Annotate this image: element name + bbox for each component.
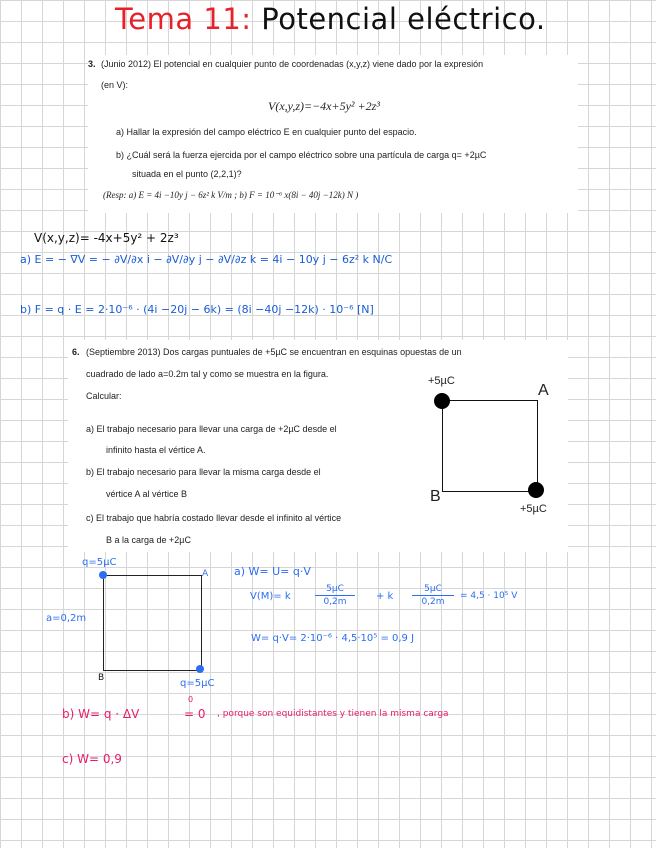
problem-6-statement-line2: cuadrado de lado a=0.2m tal y como se muestra en la figura.	[86, 369, 329, 379]
hand-square	[103, 575, 202, 671]
hand-potential-result: = 4,5 · 10⁵ V	[460, 591, 518, 601]
hand-plus-k: + k	[376, 591, 394, 602]
hand-fraction-1	[315, 584, 355, 607]
hand-part-c: c) W= 0,9	[62, 752, 122, 766]
hand-work-result: W= q·V= 2·10⁻⁶ · 4,5·10⁵ = 0,9 J	[251, 633, 415, 644]
hand-part-b-zero: 0	[188, 695, 194, 704]
problem-3-answers: (Resp: a) E = 4i −10y j − 6z² k V/m ; b) F = 10⁻⁶ x(8i − 40j −12k) N )	[103, 190, 359, 200]
problem-3-question-b-line2: situada en el punto (2,2,1)?	[132, 169, 242, 179]
problem-6-question-b-line2: vértice A al vértice B	[106, 489, 188, 499]
printed-square	[442, 400, 538, 492]
title-topic-number: Tema 11:	[115, 2, 252, 36]
hand-fraction-2-denominator: 0,2m	[421, 597, 445, 607]
hand-part-b-equals: = 0	[184, 707, 206, 721]
hand-force-solution: b) F = q · E = 2·10⁻⁶ · (4i −20j − 6k) = (8i −40j −12k) · 10⁻⁶ [N]	[20, 303, 374, 316]
problem-6-question-c-line2: B a la carga de +2µC	[106, 535, 191, 545]
hand-charge-label-top: q=5µC	[82, 557, 117, 568]
hand-square-figure	[40, 555, 220, 695]
printed-vertex-a: A	[538, 382, 549, 399]
hand-side-label: a=0,2m	[46, 613, 87, 624]
title-topic-name: Potencial eléctrico.	[251, 2, 546, 36]
hand-fraction-2	[412, 584, 454, 607]
hand-fraction-2-bar	[412, 595, 454, 596]
page-title	[115, 2, 546, 36]
problem-3-number: 3.	[88, 59, 96, 69]
hand-vertex-a: A	[202, 569, 209, 579]
problem-3-question-b-line1: b) ¿Cuál será la fuerza ejercida por el campo eléctrico sobre una partícula de carga q= +2µC	[116, 150, 487, 160]
hand-charge-dot-top-left	[99, 571, 107, 579]
problem-6-question-a-line2: infinito hasta el vértice A.	[106, 445, 206, 455]
hand-potential-lhs: V(M)= k	[250, 591, 291, 602]
printed-vertex-b: B	[430, 488, 441, 505]
printed-charge-dot-bottom-right	[528, 482, 544, 498]
problem-3-statement-line1: (Junio 2012) El potencial en cualquier punto de coordenadas (x,y,z) viene dado por la expresión	[101, 59, 484, 69]
hand-charge-dot-bottom-right	[196, 665, 204, 673]
hand-part-b-reason: , porque son equidistantes y tienen la misma carga	[217, 709, 449, 719]
problem-6-question-b-line1: b) El trabajo necesario para llevar la misma carga desde el	[86, 467, 321, 477]
hand-field-solution: a) E = − ∇V = − ∂V/∂x i − ∂V/∂y j − ∂V/∂z k = 4i − 10y j − 6z² k N/C	[20, 253, 393, 266]
hand-vertex-b: B	[98, 673, 105, 683]
hand-part-b-lhs: b) W= q · ΔV	[62, 707, 140, 721]
problem-6-number: 6.	[72, 347, 80, 357]
problem-6-question-c-line1: c) El trabajo que habría costado llevar desde el infinito al vértice	[86, 513, 342, 523]
problem-3-equation: V(x,y,z)=−4x+5y² +2z³	[268, 99, 380, 113]
problem-6-statement-line3: Calcular:	[86, 391, 122, 401]
hand-charge-label-bottom: q=5µC	[180, 678, 215, 689]
problem-3-question-a: a) Hallar la expresión del campo eléctrico E en cualquier punto del espacio.	[116, 127, 417, 137]
hand-fraction-1-denominator: 0,2m	[323, 597, 347, 607]
hand-work-formula: a) W= U= q·V	[234, 565, 311, 578]
printed-square-figure	[420, 372, 570, 522]
problem-3-statement-line2: (en V):	[101, 80, 129, 90]
printed-charge-dot-top-left	[434, 393, 450, 409]
hand-fraction-1-numerator: 5µC	[326, 584, 344, 594]
printed-charge-label-bottom: +5µC	[520, 503, 547, 515]
hand-fraction-2-numerator: 5µC	[424, 584, 442, 594]
printed-charge-label-top: +5µC	[428, 375, 455, 387]
problem-6-question-a-line1: a) El trabajo necesario para llevar una carga de +2µC desde el	[86, 424, 337, 434]
hand-potential-expression: V(x,y,z)= -4x+5y² + 2z³	[34, 231, 179, 245]
hand-fraction-1-bar	[315, 595, 355, 596]
problem-6-statement-line1: (Septiembre 2013) Dos cargas puntuales de +5µC se encuentran en esquinas opuestas de un	[86, 347, 462, 357]
